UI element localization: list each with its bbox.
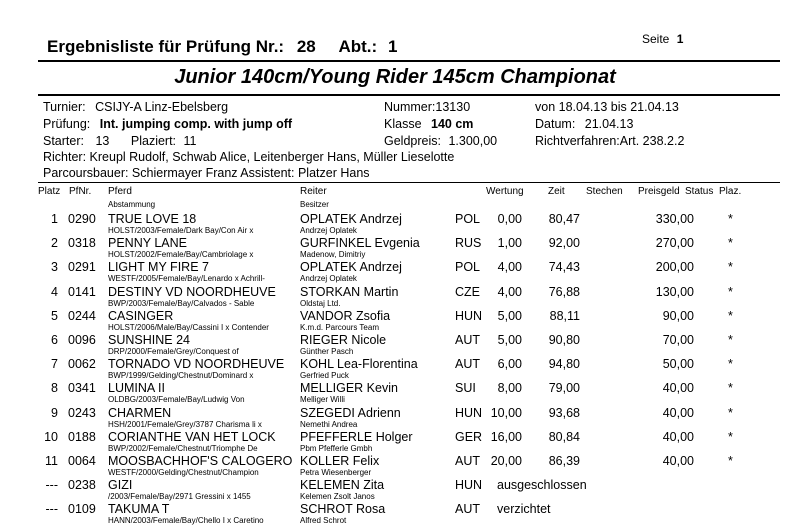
row-pfnr: 0341 <box>68 381 96 395</box>
row-pfnr: 0291 <box>68 260 96 274</box>
row-platz: 9 <box>51 406 58 420</box>
row-horse: SUNSHINE 24 <box>108 333 190 347</box>
row-horse: PENNY LANE <box>108 236 187 250</box>
starter-value: 13 <box>95 134 110 148</box>
row-rider: STORKAN Martin <box>300 285 399 299</box>
row-rider: KELEMEN Zita <box>300 478 385 492</box>
row-plaz-mark: * <box>728 357 733 371</box>
row-platz: 6 <box>51 333 58 347</box>
row-prize: 50,00 <box>662 357 694 371</box>
row-pedigree: /2003/Female/Bay/2971 Gressini x 1455 <box>108 492 251 501</box>
row-plaz-mark: * <box>728 309 733 323</box>
row-time: 79,00 <box>548 381 580 395</box>
turnier-value: CSIJY-A Linz-Ebelsberg <box>95 100 229 114</box>
row-pfnr: 0238 <box>68 478 96 492</box>
row-horse: MOOSBACHHOF'S CALOGERO <box>108 454 293 468</box>
row-nation: AUT <box>455 333 480 347</box>
row-time: 80,84 <box>548 430 580 444</box>
row-platz: 4 <box>51 285 58 299</box>
row-plaz-mark: * <box>728 333 733 347</box>
row-prize: 200,00 <box>655 260 694 274</box>
row-nation: RUS <box>455 236 482 250</box>
row-pedigree: HOLST/2003/Female/Dark Bay/Con Air x <box>108 226 254 235</box>
row-horse: CHARMEN <box>108 406 172 420</box>
pruefung-value: Int. jumping comp. with jump off <box>99 117 293 131</box>
row-time: 93,68 <box>548 406 580 420</box>
row-owner: Kelemen Zsolt Janos <box>300 492 375 501</box>
row-status-text: verzichtet <box>497 502 551 516</box>
row-points: 4,00 <box>497 285 522 299</box>
row-time: 76,88 <box>548 285 580 299</box>
row-pedigree: HANN/2003/Female/Bay/Chello I x Caretino <box>108 516 264 525</box>
page-number: 1 <box>676 32 684 46</box>
row-platz: 5 <box>51 309 58 323</box>
col-stechen: Stechen <box>586 186 623 197</box>
row-horse: TAKUMA T <box>108 502 170 516</box>
pruefung-line <box>43 117 292 131</box>
col-preisgeld: Preisgeld <box>638 186 680 197</box>
row-horse: TORNADO VD NOORDHEUVE <box>108 357 285 371</box>
row-rider: MELLIGER Kevin <box>300 381 398 395</box>
row-horse: LUMINA II <box>108 381 165 395</box>
row-nation: HUN <box>455 406 483 420</box>
pruefung-number: 28 <box>296 37 316 56</box>
row-platz: 8 <box>51 381 58 395</box>
row-nation: AUT <box>455 357 480 371</box>
row-nation: HUN <box>455 478 483 492</box>
row-points: 5,00 <box>497 309 522 323</box>
row-status-text: ausgeschlossen <box>497 478 587 492</box>
row-horse: CORIANTHE VAN HET LOCK <box>108 430 276 444</box>
row-platz: 7 <box>51 357 58 371</box>
row-pedigree: HOLST/2002/Female/Bay/Cambriolage x <box>108 250 254 259</box>
klasse-line <box>384 117 473 131</box>
info-rule <box>38 182 780 183</box>
richter-line: Richter: Kreupl Rudolf, Schwab Alice, Leitenberger Hans, Müller Lieselotte <box>43 150 455 164</box>
row-plaz-mark: * <box>728 260 733 274</box>
page-label: Seite <box>642 32 670 46</box>
row-owner: Günther Pasch <box>300 347 354 356</box>
col-status: Status <box>685 186 714 197</box>
row-plaz-mark: * <box>728 406 733 420</box>
row-points: 10,00 <box>490 406 522 420</box>
row-pfnr: 0096 <box>68 333 96 347</box>
row-time: 92,00 <box>548 236 580 250</box>
row-nation: AUT <box>455 454 480 468</box>
date-range: von 18.04.13 bis 21.04.13 <box>535 100 679 114</box>
geldpreis-label: Geldpreis: <box>384 134 441 148</box>
row-plaz-mark: * <box>728 454 733 468</box>
row-platz: --- <box>45 478 58 492</box>
richtverfahren-label: Richtverfahren: <box>535 134 620 148</box>
row-platz: 3 <box>51 260 58 274</box>
row-prize: 130,00 <box>655 285 694 299</box>
row-plaz-mark: * <box>728 212 733 226</box>
row-horse: GIZI <box>108 478 133 492</box>
row-nation: POL <box>455 260 481 274</box>
row-owner: Pbm Pfefferle Gmbh <box>300 444 373 453</box>
row-owner: K.m.d. Parcours Team <box>300 323 379 332</box>
row-pedigree: DRP/2000/Female/Grey/Conquest of <box>108 347 239 356</box>
row-plaz-mark: * <box>728 430 733 444</box>
row-points: 0,00 <box>497 212 522 226</box>
row-pedigree: BWP/2003/Female/Bay/Calvados - Sable <box>108 299 255 308</box>
row-pfnr: 0109 <box>68 502 96 516</box>
pruefung-label: Prüfung: <box>43 117 91 131</box>
row-platz: 1 <box>51 212 58 226</box>
row-time: 94,80 <box>548 357 580 371</box>
row-pfnr: 0062 <box>68 357 96 371</box>
row-points: 8,00 <box>497 381 522 395</box>
row-prize: 90,00 <box>662 309 694 323</box>
row-platz: --- <box>45 502 58 516</box>
col-pferd: Pferd <box>108 186 132 197</box>
row-pedigree: WESTF/2005/Female/Bay/Lenardo x Achrill- <box>108 274 265 283</box>
row-prize: 270,00 <box>655 236 694 250</box>
col-zeit: Zeit <box>548 186 565 197</box>
datum-line <box>535 117 633 131</box>
row-nation: GER <box>455 430 483 444</box>
row-points: 20,00 <box>490 454 522 468</box>
turnier-line <box>43 100 228 114</box>
row-pedigree: BWP/2002/Female/Chestnut/Triomphe De <box>108 444 258 453</box>
row-rider: PFEFFERLE Holger <box>300 430 413 444</box>
col-platz: Platz <box>38 186 61 197</box>
row-time: 74,43 <box>548 260 580 274</box>
row-points: 1,00 <box>497 236 522 250</box>
col-reiter: Reiter <box>300 186 327 197</box>
row-pfnr: 0064 <box>68 454 96 468</box>
row-horse: CASINGER <box>108 309 174 323</box>
competition-title: Junior 140cm/Young Rider 145cm Championat <box>174 66 616 88</box>
row-pfnr: 0188 <box>68 430 96 444</box>
row-pfnr: 0243 <box>68 406 96 420</box>
plaziert-label: Plaziert: <box>130 134 177 148</box>
col-pfnr: PfNr. <box>69 186 92 197</box>
row-rider: SCHROT Rosa <box>300 502 386 516</box>
row-pedigree: WESTF/2000/Gelding/Chestnut/Champion <box>108 468 259 477</box>
row-owner: Andrzej Oplatek <box>300 226 357 235</box>
row-owner: Gerfried Puck <box>300 371 349 380</box>
title-rule <box>38 94 780 96</box>
turnier-label: Turnier: <box>43 100 86 114</box>
row-plaz-mark: * <box>728 285 733 299</box>
row-owner: Alfred Schrot <box>300 516 347 525</box>
row-pedigree: HOLST/2006/Male/Bay/Cassini I x Contender <box>108 323 269 332</box>
row-points: 4,00 <box>497 260 522 274</box>
row-platz: 10 <box>44 430 58 444</box>
nummer-line <box>384 100 470 114</box>
row-prize: 40,00 <box>662 381 694 395</box>
row-points: 6,00 <box>497 357 522 371</box>
row-rider: VANDOR Zsofia <box>300 309 391 323</box>
row-points: 16,00 <box>490 430 522 444</box>
row-time: 90,80 <box>548 333 580 347</box>
starter-line <box>43 134 197 148</box>
row-nation: SUI <box>455 381 476 395</box>
row-points: 5,00 <box>497 333 522 347</box>
row-time: 88,11 <box>549 309 580 323</box>
list-title <box>47 37 397 57</box>
klasse-value: 140 cm <box>431 117 474 131</box>
row-horse: LIGHT MY FIRE 7 <box>108 260 209 274</box>
row-nation: HUN <box>455 309 483 323</box>
col-abstammung: Abstammung <box>108 200 156 209</box>
row-platz: 2 <box>51 236 58 250</box>
row-pfnr: 0141 <box>68 285 96 299</box>
abt-label: Abt.: <box>338 37 378 56</box>
row-prize: 40,00 <box>662 406 694 420</box>
row-nation: POL <box>455 212 481 226</box>
starter-label: Starter: <box>43 134 84 148</box>
datum-value: 21.04.13 <box>584 117 634 131</box>
row-rider: KOLLER Felix <box>300 454 380 468</box>
geldpreis-value: 1.300,00 <box>448 134 498 148</box>
row-pfnr: 0318 <box>68 236 96 250</box>
row-owner: Melliger Willi <box>300 395 345 404</box>
row-pfnr: 0244 <box>68 309 96 323</box>
datum-label: Datum: <box>535 117 576 131</box>
top-rule <box>38 60 780 62</box>
row-rider: OPLATEK Andrzej <box>300 212 402 226</box>
row-pedigree: OLDBG/2003/Female/Bay/Ludwig Von <box>108 395 245 404</box>
col-besitzer: Besitzer <box>300 200 329 209</box>
row-prize: 70,00 <box>662 333 694 347</box>
klasse-label: Klasse <box>384 117 422 131</box>
row-owner: Madenow, Dimitriy <box>300 250 366 259</box>
row-platz: 11 <box>45 454 58 468</box>
row-pfnr: 0290 <box>68 212 96 226</box>
nummer-value: 13130 <box>435 100 471 114</box>
row-rider: OPLATEK Andrzej <box>300 260 402 274</box>
row-plaz-mark: * <box>728 236 733 250</box>
list-title-label: Ergebnisliste für Prüfung Nr.: <box>47 37 285 56</box>
col-wertung: Wertung <box>486 186 524 197</box>
plaziert-value: 11 <box>183 134 197 148</box>
page-indicator <box>642 32 683 46</box>
row-prize: 330,00 <box>655 212 694 226</box>
nummer-label: Nummer: <box>384 100 436 114</box>
row-time: 86,39 <box>548 454 580 468</box>
geldpreis-line <box>384 134 497 148</box>
row-rider: RIEGER Nicole <box>300 333 387 347</box>
row-horse: TRUE LOVE 18 <box>108 212 197 226</box>
richtverfahren-line <box>535 134 684 148</box>
row-rider: GURFINKEL Evgenia <box>300 236 420 250</box>
richtverfahren-value: Art. 238.2.2 <box>619 134 685 148</box>
row-plaz-mark: * <box>728 381 733 395</box>
row-horse: DESTINY VD NOORDHEUVE <box>108 285 276 299</box>
row-prize: 40,00 <box>662 454 694 468</box>
row-time: 80,47 <box>548 212 580 226</box>
col-plaz: Plaz. <box>719 186 742 197</box>
row-owner: Andrzej Oplatek <box>300 274 357 283</box>
row-nation: CZE <box>455 285 480 299</box>
row-pedigree: BWP/1999/Gelding/Chestnut/Dominard x <box>108 371 254 380</box>
abt-value: 1 <box>387 37 398 56</box>
row-rider: SZEGEDI Adrienn <box>300 406 401 420</box>
parcours-line: Parcoursbauer: Schiermayer Franz Assistent: Platzer Hans <box>43 166 370 180</box>
row-owner: Oldstaj Ltd. <box>300 299 341 308</box>
row-rider: KOHL Lea-Florentina <box>300 357 418 371</box>
row-owner: Petra Wiesenberger <box>300 468 372 477</box>
row-owner: Nemethi Andrea <box>300 420 358 429</box>
row-pedigree: HSH/2001/Female/Grey/3787 Charisma li x <box>108 420 262 429</box>
row-prize: 40,00 <box>662 430 694 444</box>
row-nation: AUT <box>455 502 480 516</box>
